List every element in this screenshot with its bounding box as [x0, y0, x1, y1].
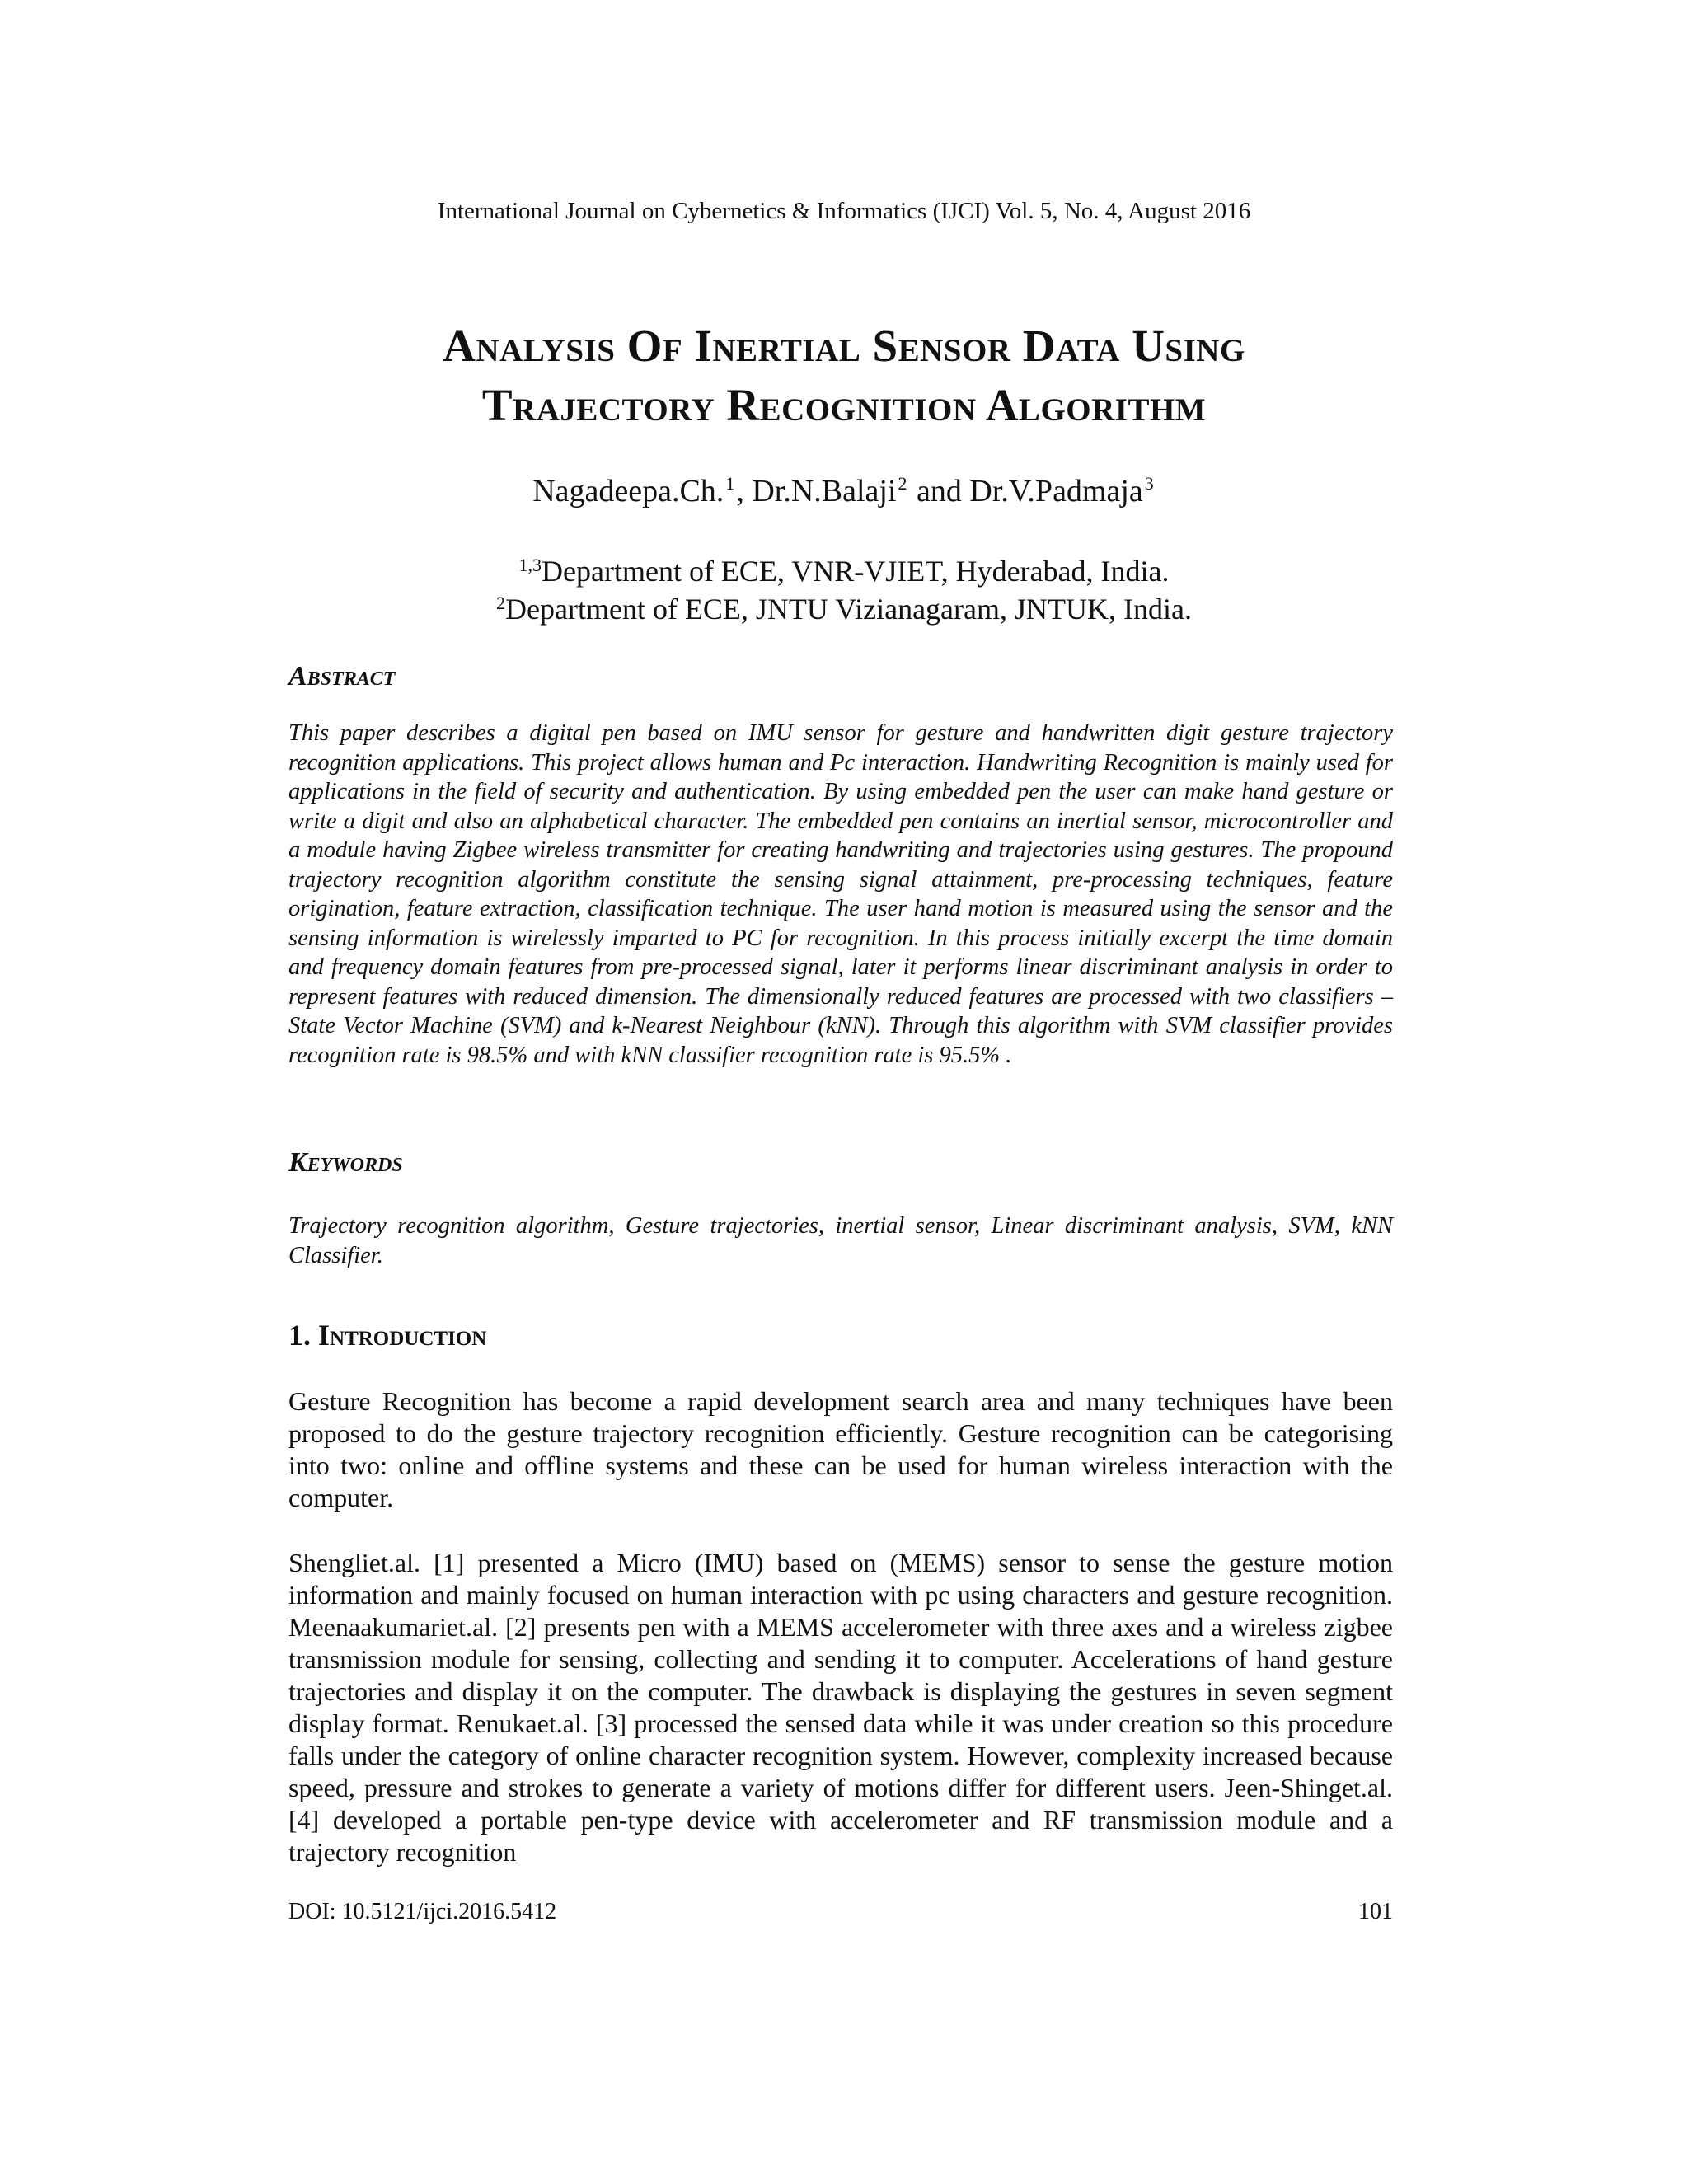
abstract-body: This paper describes a digital pen based on IMU sensor for gesture and handwritten digit gesture trajectory recognition applications. This project allows human and Pc interaction. Handwriting Recognition is mainly used for applications in the field of security and authentication. By using embedded pen the user can make hand gesture or write a digit and also an alphabetical character. The embedded pen contains an inertial sensor, microcontroller and a module having Zigbee wireless transmitter for creating handwriting and trajectories using gestures. The propound trajectory recognition algorithm constitute the sensing signal attainment, pre-processing techniques, feature origination, feature extraction, classification technique. The user hand motion is measured using the sensor and the sensing information is wirelessly imparted to PC for recognition. In this process initially excerpt the time domain and frequency domain features from pre-processed signal, later it performs linear discriminant analysis in order to represent features with reduced dimension. The dimensionally reduced features are processed with two classifiers – State Vector Machine (SVM) and k-Nearest Neighbour (kNN). Through this algorithm with SVM classifier provides recognition rate is 98.5% and with kNN classifier recognition rate is 95.5% . [288, 720, 1393, 1068]
author-mark: 2 [898, 473, 907, 494]
affiliation-2 [0, 588, 1688, 634]
author-separator: , [736, 474, 753, 509]
page-number: 101 [1358, 1899, 1393, 1924]
paper-title-line-2: Trajectory Recognition Algorithm [481, 380, 1207, 430]
author-name: Nagadeepa.Ch. [532, 474, 724, 509]
introduction-heading: 1. Introduction [288, 1319, 487, 1352]
keywords-body: Trajectory recognition algorithm, Gesture trajectories, inertial sensor, Linear discriminant analysis, SVM, kNN Classifier. [288, 1213, 1393, 1268]
author-name: Dr.N.Balaji [752, 474, 897, 509]
author-list [0, 466, 1688, 520]
affiliation-text: Department of ECE, VNR-VJIET, Hyderabad, India. [542, 555, 1170, 588]
keywords-heading: Keywords [288, 1147, 403, 1178]
footer-doi: DOI: 10.5121/ijci.2016.5412 [288, 1899, 557, 1924]
introduction-paragraph-1: Gesture Recognition has become a rapid development search area and many techniques have been proposed to do the gesture trajectory recognition efficiently. Gesture recognition can be categorising into two: online and offline systems and these can be used for human wireless interaction with the computer. [288, 1386, 1393, 1512]
running-header: International Journal on Cybernetics & Informatics (IJCI) Vol. 5, No. 4, August 2016 [437, 198, 1251, 224]
affiliation-text: Department of ECE, JNTU Vizianagaram, JNTUK, India. [505, 593, 1192, 626]
abstract-heading: Abstract [288, 661, 396, 691]
author-mark: 1 [725, 473, 735, 494]
paper-title-line-1: Analysis Of Inertial Sensor Data Using [443, 321, 1245, 371]
author-name: Dr.V.Padmaja [969, 474, 1143, 509]
introduction-paragraph-2: Shengliet.al. [1] presented a Micro (IMU) based on (MEMS) sensor to sense the gesture motion information and mainly focused on human interaction with pc using characters and gesture recognition. Meenaakumariet.al. [2] presents pen with a MEMS accelerometer with three axes and a wireless zigbee transmission module for sensing, collecting and sending it to computer. Accelerations of hand gesture trajectories and display it on the computer. The drawback is displaying the gestures in seven segment display format. Renukaet.al. [3] processed the sensed data while it was under creation so this procedure falls under the category of online character recognition system. However, complexity increased because speed, pressure and strokes to generate a variety of motions differ for different users. Jeen-Shinget.al. [4] developed a portable pen-type device with accelerometer and RF transmission module and a trajectory recognition [288, 1548, 1393, 1867]
author-separator: and [908, 474, 970, 509]
affiliation-mark: 2 [496, 593, 506, 613]
author-mark: 3 [1144, 473, 1154, 494]
affiliation-mark: 1,3 [518, 555, 542, 575]
